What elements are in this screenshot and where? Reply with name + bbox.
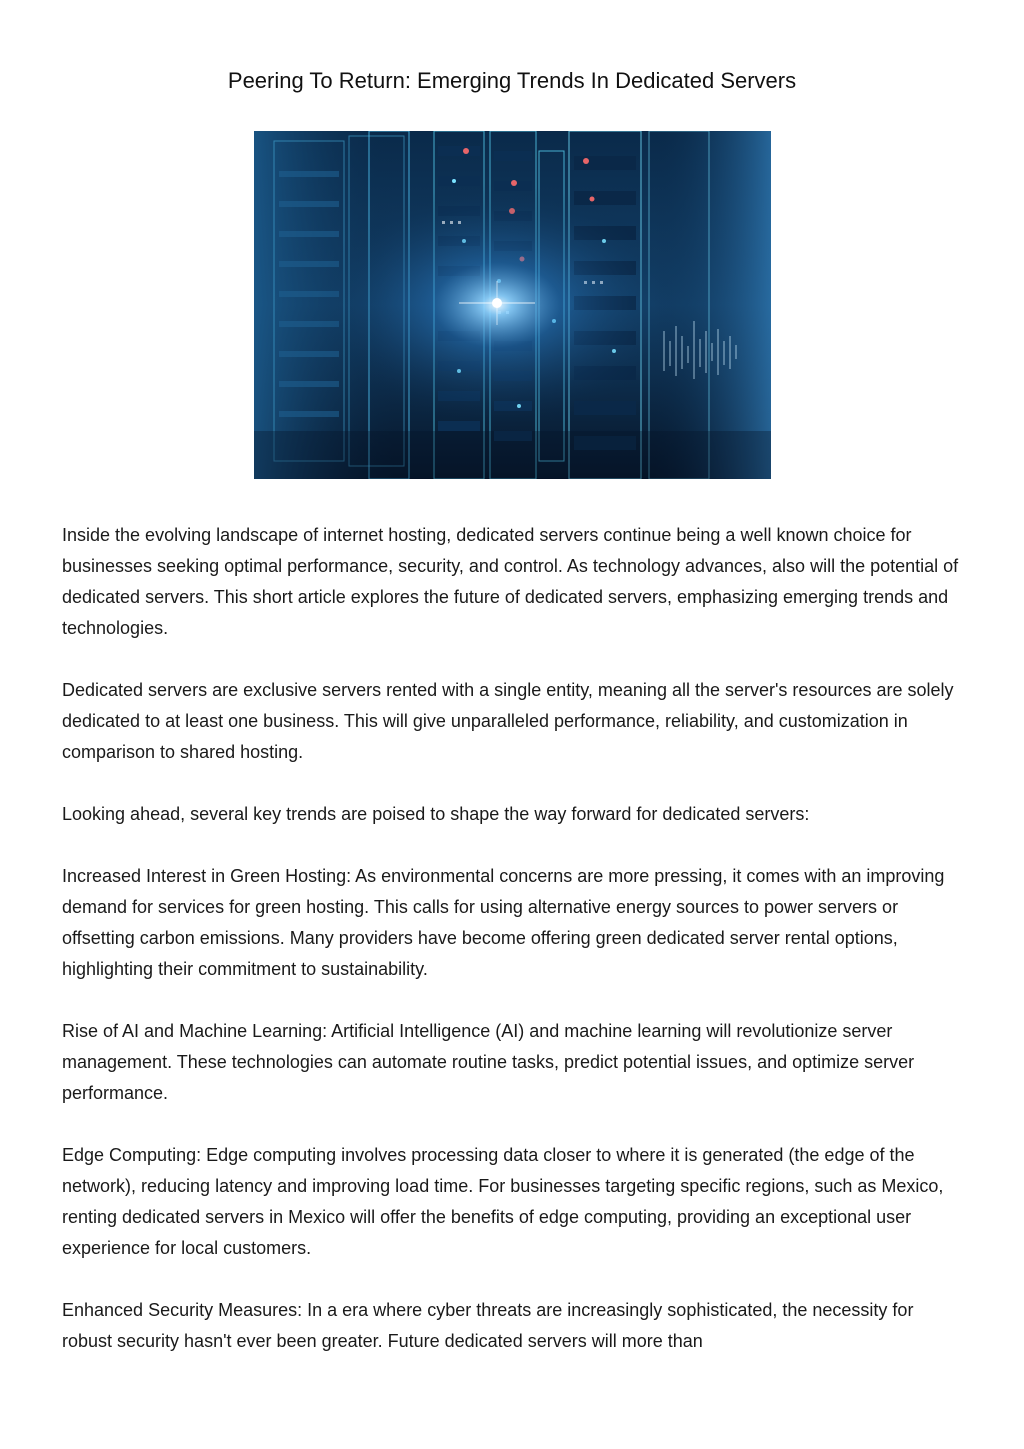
paragraph-edge-computing: Edge Computing: Edge computing involves processing data closer to where it is generated (the edge of the network), reducing latency and improving load time. For businesses targeting specific regions, such as Mexico, renting dedicated servers in Mexico will offer the benefits of edge computing, providing an exceptional user experience for local customers. (62, 1145, 944, 1258)
paragraph-trends-lead: Looking ahead, several key trends are poised to shape the way forward for dedicated servers: (62, 804, 810, 824)
paragraph-intro: Inside the evolving landscape of internet hosting, dedicated servers continue being a well known choice for businesses seeking optimal performance, security, and control. As technology advances, also will the potential of dedicated servers. This short article explores the future of dedicated servers, emphasizing emerging trends and technologies. (62, 525, 959, 638)
server-rack-illustration (254, 131, 771, 479)
paragraph-security: Enhanced Security Measures: In a era where cyber threats are increasingly sophisticated, the necessity for robust security hasn't ever been greater. Future dedicated servers will more than (62, 1300, 914, 1351)
paragraph-definition: Dedicated servers are exclusive servers rented with a single entity, meaning all the server's resources are solely dedicated to at least one business. This will give unparalleled performance, reliability, and customization in comparison to shared hosting. (62, 680, 954, 762)
article-body (62, 520, 967, 1388)
server-rack-image (254, 131, 771, 479)
paragraph-ai-ml: Rise of AI and Machine Learning: Artificial Intelligence (AI) and machine learning will revolutionize server management. These technologies can automate routine tasks, predict potential issues, and optimize server performance. (62, 1021, 915, 1103)
paragraph-green-hosting: Increased Interest in Green Hosting: As environmental concerns are more pressing, it comes with an improving demand for services for green hosting. This calls for using alternative energy sources to power servers or offsetting carbon emissions. Many providers have become offering green dedicated server rental options, highlighting their commitment to sustainability. (62, 866, 945, 979)
page-title: Peering To Return: Emerging Trends In Dedicated Servers (227, 68, 797, 93)
